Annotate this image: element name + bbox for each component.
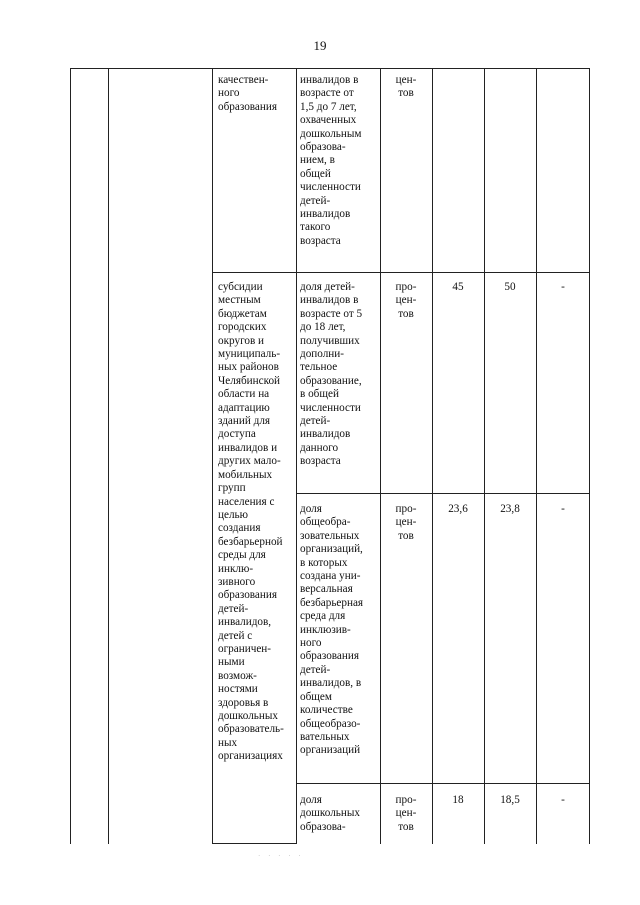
row4-indicator-cell: доля дошкольных образова- (300, 794, 360, 833)
row-divider-2 (296, 493, 590, 494)
table-border-bottom-partial (212, 843, 296, 844)
column-divider-4 (380, 68, 381, 844)
row4-value-1: 18 (452, 794, 464, 806)
table-border-left (70, 68, 71, 844)
row1-indicator-cell: инвалидов в возрасте от 1,5 до 7 лет, охваченных дошкольным образова- нием, в общей численности детей- инвалидов такого возраста (300, 74, 362, 247)
row2-value-1: 45 (452, 281, 464, 293)
row4-unit-cell: про- цен- тов (395, 794, 417, 833)
row-divider-1 (212, 272, 590, 273)
row1-activity-cell: качествен- ного образования (218, 74, 278, 113)
column-divider-3 (296, 68, 297, 844)
page-number: 19 (313, 38, 327, 53)
column-divider-6 (484, 68, 485, 844)
column-divider-2 (212, 68, 213, 844)
row2-activity-cell: субсидии местным бюджетам городских округов и муниципаль- ных районов Челябинской области на адаптацию зданий для доступа инвалидов и других мало- мобильных групп населения с целью создания безбарьерной среды для инклю- зивного образования детей- инвалидов, детей с ограничен- ными возмож- ностями здоровья в дошкольных образователь- ных организациях (218, 281, 284, 763)
row3-value-1: 23,6 (448, 503, 468, 515)
row2-value-2: 50 (504, 281, 516, 293)
row4-value-3: - (561, 794, 565, 806)
row2-indicator-cell: доля детей- инвалидов в возрасте от 5 до 18 лет, получивших дополни- тельное образование, в общей численности детей- инвалидов данного возраста (300, 281, 363, 468)
row2-value-3: - (561, 281, 565, 293)
row3-value-2: 23,8 (500, 503, 520, 515)
scan-artifact-marks: · · · · · (258, 852, 304, 860)
row2-unit-cell: про- цен- тов (395, 281, 417, 320)
row4-value-2: 18,5 (500, 794, 520, 806)
row1-unit-cell: цен- тов (395, 74, 417, 100)
row3-value-3: - (561, 503, 565, 515)
row-divider-3 (296, 783, 590, 784)
column-divider-5 (432, 68, 433, 844)
column-divider-1 (108, 68, 109, 844)
row3-unit-cell: про- цен- тов (395, 503, 417, 542)
row3-indicator-cell: доля общеобра- зовательных организаций, в которых создана уни- версальная безбарьерная среда для инклюзив- ного образования детей- инвалидов, в общем количестве общеобразо- вательных организаций (300, 503, 364, 757)
column-divider-7 (536, 68, 537, 844)
table-border-right (589, 68, 590, 844)
table-border-top (70, 68, 590, 69)
